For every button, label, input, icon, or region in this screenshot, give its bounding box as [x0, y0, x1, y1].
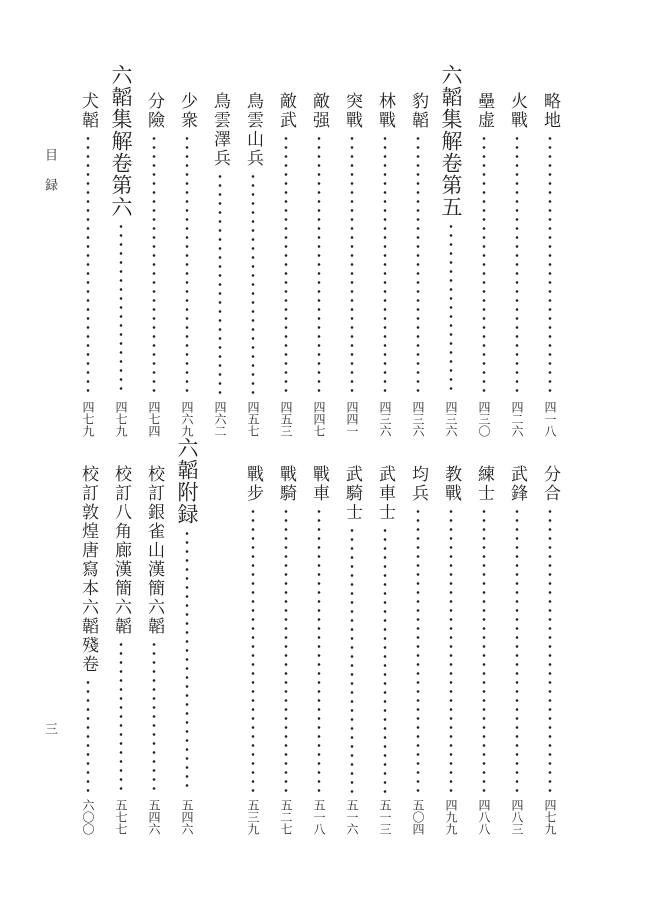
- entry-title: 武鋒: [507, 465, 527, 503]
- toc-entry[interactable]: [373, 465, 397, 835]
- toc-entry[interactable]: [76, 92, 100, 437]
- dot-leader: [548, 507, 552, 793]
- entry-page-number: 四七九: [543, 799, 557, 835]
- toc-section-entry[interactable]: [109, 64, 133, 437]
- page-number: 三: [42, 722, 57, 741]
- dot-leader: [218, 172, 222, 395]
- dot-leader: [482, 507, 486, 793]
- toc-entry[interactable]: [472, 465, 496, 835]
- toc-entry[interactable]: [241, 92, 265, 437]
- dot-leader: [284, 507, 288, 793]
- entry-page-number: 四八八: [477, 799, 491, 835]
- entry-title: 突戰: [342, 92, 362, 130]
- entry-title: 戰步: [243, 465, 263, 503]
- toc-entry[interactable]: [538, 92, 562, 437]
- entry-page-number: 四二六: [510, 401, 524, 437]
- toc-entry[interactable]: [274, 465, 298, 835]
- toc-entry[interactable]: [472, 92, 496, 437]
- entry-page-number: 五一八: [312, 799, 326, 835]
- entry-title: 林戰: [375, 92, 395, 130]
- entry-page-number: 四八三: [510, 799, 524, 835]
- dot-leader: [515, 507, 519, 793]
- entry-title: 火戰: [507, 92, 527, 130]
- dot-leader: [152, 640, 156, 793]
- toc-entry[interactable]: [373, 92, 397, 437]
- entry-page-number: 四五三: [279, 401, 293, 437]
- entry-page-number: 六〇〇: [81, 799, 95, 835]
- dot-leader: [416, 507, 420, 793]
- entry-page-number: 四七九: [114, 401, 128, 437]
- entry-title: 分險: [144, 92, 164, 130]
- toc-entry[interactable]: [208, 92, 232, 437]
- toc-section-entry[interactable]: [175, 437, 199, 835]
- toc-entry[interactable]: [439, 465, 463, 835]
- entry-title: 鳥雲澤兵: [210, 92, 230, 168]
- toc-entry[interactable]: [274, 92, 298, 437]
- dot-leader: [416, 134, 420, 395]
- entry-title: 敵武: [276, 92, 296, 130]
- entry-title: 六韜附録: [175, 437, 199, 525]
- entry-page-number: 四三六: [444, 401, 458, 437]
- toc-entry[interactable]: [406, 92, 430, 437]
- dot-leader: [383, 134, 387, 395]
- entry-page-number: 四五七: [246, 401, 260, 437]
- dot-leader: [383, 526, 387, 793]
- dot-leader: [185, 134, 189, 395]
- entry-title: 六韜集解卷第六: [109, 64, 133, 218]
- entry-title: 犬韜: [78, 92, 98, 130]
- entry-page-number: 五四六: [180, 799, 194, 835]
- entry-page-number: 四七四: [147, 401, 161, 437]
- dot-leader: [317, 507, 321, 793]
- entry-page-number: 五二七: [279, 799, 293, 835]
- entry-page-number: 五七七: [114, 799, 128, 835]
- toc-entry[interactable]: [538, 465, 562, 835]
- toc-entry[interactable]: [109, 465, 133, 835]
- entry-title: 校訂八角廊漢簡六韜: [111, 465, 131, 636]
- entry-title: 敵强: [309, 92, 329, 130]
- entry-page-number: 四六二: [213, 401, 227, 437]
- entry-title: 均兵: [408, 465, 428, 503]
- entry-title: 少衆: [177, 92, 197, 130]
- entry-title: 練士: [474, 465, 494, 503]
- dot-leader: [350, 526, 354, 793]
- entry-title: 武車士: [375, 465, 395, 522]
- dot-leader: [449, 507, 453, 793]
- entry-page-number: 五一六: [345, 799, 359, 835]
- dot-leader: [86, 678, 90, 793]
- toc-entry[interactable]: [307, 92, 331, 437]
- toc-entry[interactable]: [142, 465, 166, 835]
- entry-title: 教戰: [441, 465, 461, 503]
- toc-entry[interactable]: [505, 92, 529, 437]
- running-head-lu: 録: [42, 178, 57, 197]
- dot-leader: [515, 134, 519, 395]
- entry-page-number: 四四七: [312, 401, 326, 437]
- entry-page-number: 五三九: [246, 799, 260, 835]
- dot-leader: [119, 640, 123, 793]
- entry-page-number: 四七九: [81, 401, 95, 437]
- entry-title: 鳥雲山兵: [243, 92, 263, 168]
- toc-section-entry[interactable]: [439, 64, 463, 437]
- entry-title: 武騎士: [342, 465, 362, 522]
- toc-entry[interactable]: [505, 465, 529, 835]
- entry-title: 壘虚: [474, 92, 494, 130]
- entry-page-number: 四一八: [543, 401, 557, 437]
- entry-title: 戰騎: [276, 465, 296, 503]
- dot-leader: [119, 222, 123, 395]
- dot-leader: [251, 172, 255, 395]
- toc-entry[interactable]: [307, 465, 331, 835]
- dot-leader: [482, 134, 486, 395]
- entry-title: 分合: [540, 465, 560, 503]
- dot-leader: [548, 134, 552, 395]
- entry-title: 豹韜: [408, 92, 428, 130]
- entry-title: 六韜集解卷第五: [439, 64, 463, 218]
- dot-leader: [152, 134, 156, 395]
- dot-leader: [284, 134, 288, 395]
- entry-page-number: 五〇四: [411, 799, 425, 835]
- entry-page-number: 四三六: [378, 401, 392, 437]
- toc-entry[interactable]: [76, 465, 100, 835]
- dot-leader: [350, 134, 354, 395]
- entry-title: 戰車: [309, 465, 329, 503]
- toc-entry[interactable]: [340, 92, 364, 437]
- entry-page-number: 四四一: [345, 401, 359, 437]
- toc-entry[interactable]: [406, 465, 430, 835]
- dot-leader: [86, 134, 90, 395]
- entry-page-number: 四九九: [444, 799, 458, 835]
- entry-page-number: 四三六: [411, 401, 425, 437]
- toc-entry[interactable]: [142, 92, 166, 437]
- dot-leader: [449, 222, 453, 395]
- entry-page-number: 五四六: [147, 799, 161, 835]
- entry-title: 校訂敦煌唐寫本六韜殘卷: [78, 465, 98, 674]
- dot-leader: [185, 529, 189, 793]
- entry-title: 略地: [540, 92, 560, 130]
- dot-leader: [251, 507, 255, 793]
- entry-title: 校訂銀雀山漢簡六韜: [144, 465, 164, 636]
- entry-page-number: 四六九: [180, 401, 194, 437]
- entry-page-number: 五一三: [378, 799, 392, 835]
- running-head-mu: 目: [42, 148, 57, 167]
- toc-entry[interactable]: [175, 92, 199, 437]
- dot-leader: [317, 134, 321, 395]
- toc-entry[interactable]: [340, 465, 364, 835]
- toc-entry[interactable]: [241, 465, 265, 835]
- entry-page-number: 四三〇: [477, 401, 491, 437]
